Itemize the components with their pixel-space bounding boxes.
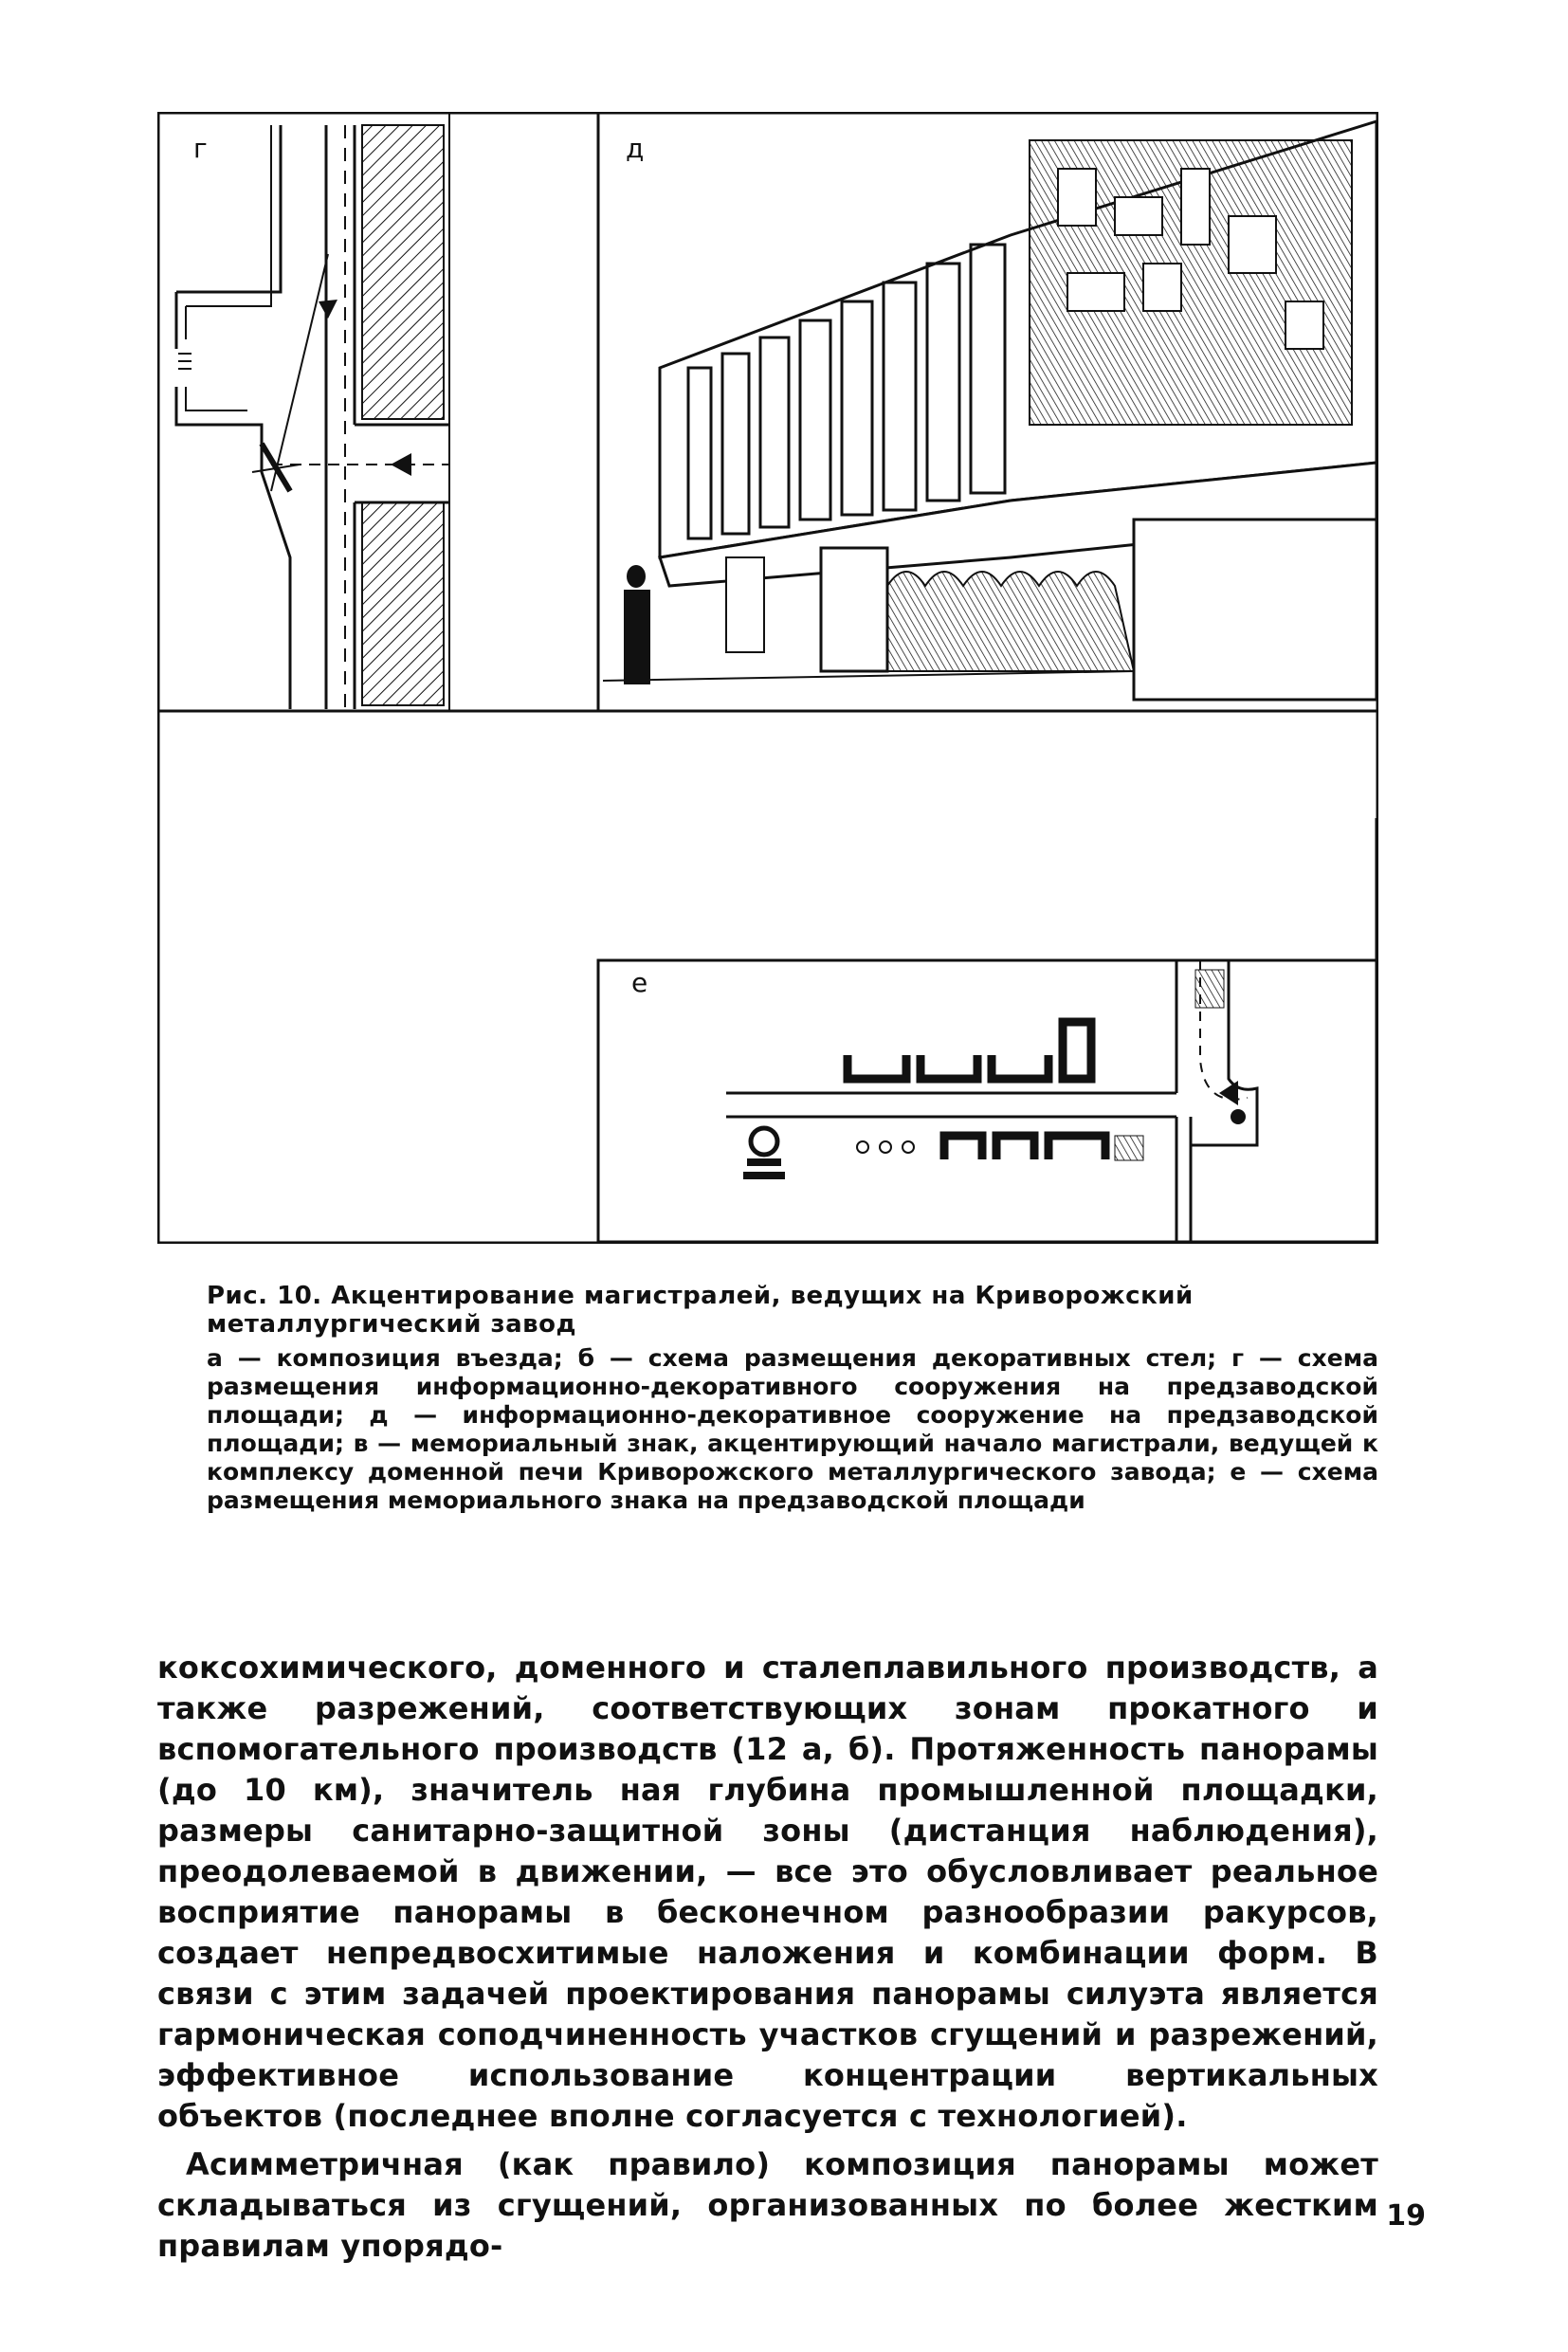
figure-caption <box>207 1282 1378 1515</box>
paragraph-1: коксохимического, доменного и сталеплавильного производств, а также разрежений, соответствующих зонам прокатного и вспомогательного производств (12 а, б). Протяженность панорамы (до 10 км), значитель ная глубина промышленной площадки, размеры санитарно-защитной зоны (дистанция наблюдения), преодолеваемой в движении, — все это обусловливает реальное восприятие панорамы в бесконечном разнообразии ракурсов, создает непредвосхитимые наложения и комбинации форм. В связи с этим задачей проектирования панорамы силуэта является гармоническая соподчиненность участков сгущений и разрежений, эффективное использование концентрации вертикальных объектов (последнее вполне согласуется с технологией). <box>157 1650 1378 2134</box>
caption-title: Рис. 10. Акцентирование магистралей, ведущих на Криворожский металлургический завод <box>207 1282 1194 1339</box>
figure-drawing <box>157 112 1378 1244</box>
panel-label-g: г <box>193 133 208 164</box>
figure-10 <box>157 112 1378 1244</box>
page-number: 19 <box>1386 2199 1426 2233</box>
panel-label-e: е <box>631 967 648 998</box>
caption-body: а — композиция въезда; б — схема размещения декоративных стел; г — схема размещения информационно-декоративного сооружения на предзаводской площади; д — информационно-декоративное сооружение на предзаводской площади; в — мемориальный знак, акцентирующий начало магистрали, ведущей к комплексу доменной печи Криворожского металлургического завода; е — схема размещения мемориального знака на предзаводской площади <box>207 1344 1378 1514</box>
panel-d-perspective <box>603 121 1377 700</box>
paragraph-2: Асимметричная (как правило) композиция панорамы может складываться из сгущений, организованных по более жестким правилам упорядо- <box>157 2146 1378 2264</box>
panel-label-d: д <box>626 133 645 164</box>
panel-e-scheme <box>598 960 1377 1242</box>
body-text <box>157 1648 1378 2267</box>
panel-g-scheme <box>176 125 449 709</box>
